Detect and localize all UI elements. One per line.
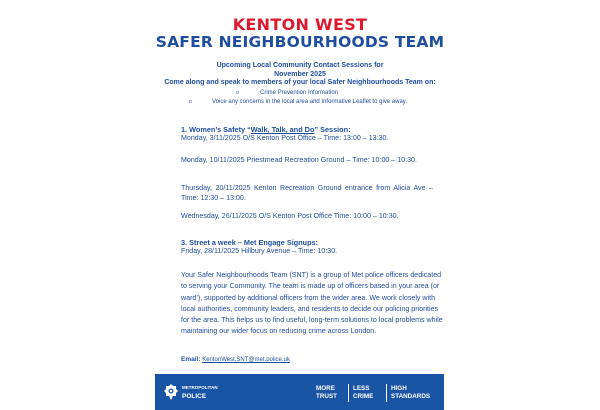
sessions-intro: Come along and speak to members of your local Safer Neighbourhoods Team on: <box>164 79 436 86</box>
met-police-crest-icon <box>164 384 178 400</box>
slogan-divider <box>386 384 387 402</box>
met-police-logo <box>162 382 222 402</box>
slogan-bottom: STANDARDS <box>391 392 431 400</box>
slogan-bottom: TRUST <box>316 392 337 400</box>
slogan-more-trust <box>316 385 337 400</box>
session-line: Monday, 10/11/2025 Priestmead Recreation Ground – Time: 10:00 – 10:30. <box>181 156 417 164</box>
bullet-text: Voice any concerns in the local area and Informative Leaflet to give away. <box>212 99 408 105</box>
session-line: Friday, 28/11/2025 Hillbury Avenue – Time: 10:30. <box>181 247 338 255</box>
email-label: Email: <box>181 356 201 363</box>
slogan-top: MORE <box>316 385 335 392</box>
logo-big-text: POLICE <box>182 393 207 400</box>
met-police-wordmark <box>182 384 218 400</box>
snt-description: Your Safer Neighbourhoods Team (SNT) is a group of Met police officers dedicated to serving your Community. The team is made up of officers based in your area (or ward’), supported by additional officers from the wider area. We work closely with local authorities, community leaders, and residents to decide our policing priorities for the area. This helps us to find useful, long-term solutions to local problems while maintaining our wider focus on reducing crime across London. <box>181 271 443 336</box>
bullet-marker: o <box>236 90 239 96</box>
sessions-heading: Upcoming Local Community Contact Sessions for <box>216 62 384 69</box>
section-womens-safety-heading <box>181 125 351 134</box>
logo-small-text: METROPOLITAN <box>182 385 218 390</box>
section-met-engage-heading: 3. Street a week – Met Engage Signups: <box>181 238 319 247</box>
slogan-top: LESS <box>353 385 370 392</box>
session-line: Thursday, 20/11/2025 Kenton Recreation Ground entrance from Alicia Ave – Time: 12:30 – 13:00. <box>181 184 433 202</box>
heading-suffix: ” Session: <box>314 125 351 134</box>
slogan-top: HIGH <box>391 385 407 392</box>
contact-email <box>181 356 290 364</box>
slogan-divider <box>348 384 349 402</box>
title-kenton-west: KENTON WEST <box>232 15 368 34</box>
slogan-high-standards <box>391 385 430 400</box>
slogan-less-crime <box>353 385 373 400</box>
heading-prefix: 1. Women’s Safety “ <box>181 125 251 134</box>
met-police-footer <box>155 374 444 410</box>
session-line: Wednesday, 26/11/2025 O/S Kenton Post Office Time: 10:00 – 10:30. <box>181 212 399 220</box>
walk-talk-do-link[interactable]: Walk, Talk, and Do <box>250 125 315 134</box>
email-link[interactable]: KentonWest.SNT@met.police.uk <box>202 357 290 363</box>
bullet-marker: o <box>189 99 192 105</box>
slogan-bottom: CRIME <box>353 392 374 400</box>
session-line: Monday, 3/11/2025 O/S Kenton Post Office – Time: 13:00 – 13:30. <box>181 134 389 142</box>
title-safer-neighbourhoods-team: SAFER NEIGHBOURHOODS TEAM <box>155 33 445 51</box>
sessions-month: November 2025 <box>274 71 326 78</box>
bullet-text: Crime Prevention Information <box>260 90 339 96</box>
